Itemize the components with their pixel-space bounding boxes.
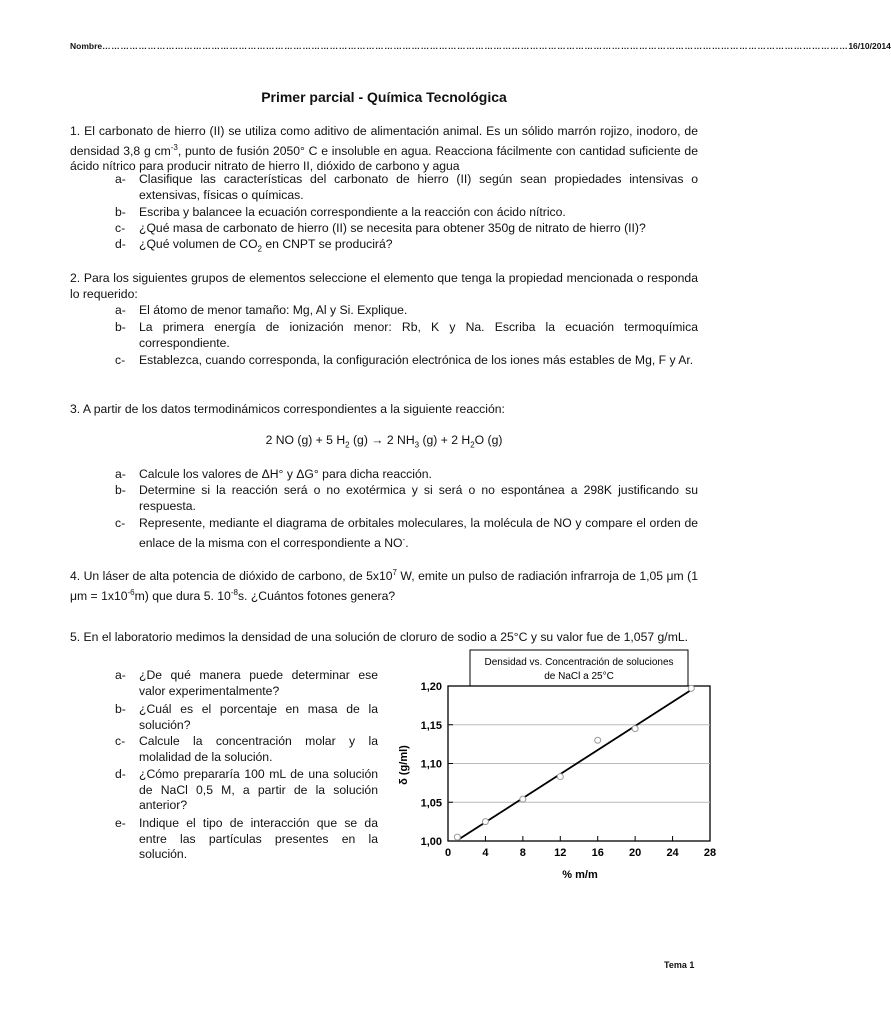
q2-item-b: b- La primera energía de ionización menor: Rb, K y Na. Escriba la ecuación termoquímica correspondiente. (115, 320, 698, 350)
q2-item-a: a- El átomo de menor tamaño: Mg, Al y Si. Explique. (115, 303, 408, 317)
x-tick-label: 8 (519, 847, 526, 859)
y-tick-label: 1,05 (420, 797, 442, 810)
reaction-equation: 2 NO (g) + 5 $H_2$ (g) → 2 $NH_3$ (g) + 2 $H_2O$ (g) (265, 433, 503, 450)
data-point (557, 774, 563, 780)
data-point (454, 834, 460, 840)
q1-item-a: a- Clasifique las características del carbonato de hierro (II) según sean propiedades intensivas o extensivas, físicas o químicas. (115, 172, 698, 202)
q3-intro: 3. A partir de los datos termodinámicos correspondientes a la siguiente reacción: (70, 402, 505, 416)
x-tick-label: 0 (444, 847, 452, 859)
y-axis-label: δ (g/ml) (398, 745, 410, 785)
q2-intro: 2. Para los siguientes grupos de elementos seleccione el elemento que tenga la propiedad mencionada o responda lo requerido: (70, 271, 698, 301)
q5-item-a: a- ¿De qué manera puede determinar ese valor experimentalmente? (115, 668, 378, 698)
q3-item-c: c- Represente, mediante el diagrama de orbitales moleculares, la molécula de NO y compare el orden de enlace de la misma con el correspondiente a NO-. (115, 516, 698, 550)
name-label: Nombre (70, 41, 103, 51)
data-point (595, 737, 601, 743)
data-point (688, 685, 694, 691)
q5-item-e: e- Indique el tipo de interacción que se da entre las partículas presentes en la solución. (115, 816, 378, 861)
x-tick-label: 16 (591, 847, 604, 859)
y-tick-label: 1,20 (420, 681, 442, 693)
chart-title-line1: Densidad vs. Concentración de soluciones (484, 657, 674, 668)
x-tick-label: 28 (703, 847, 717, 859)
chart-title-line2: de NaCl a 25°C (544, 671, 614, 682)
page-title: Primer parcial - Química Tecnológica (261, 89, 507, 105)
q5-item-b: b- ¿Cuál es el porcentaje en masa de la solución? (115, 702, 378, 732)
q5-item-c: c- Calcule la concentración molar y la molalidad de la solución. (115, 734, 378, 764)
data-point (482, 819, 488, 825)
fit-line (457, 690, 691, 840)
y-tick-label: 1,15 (420, 719, 442, 732)
data-point (520, 796, 526, 802)
x-tick-label: 12 (554, 847, 567, 859)
name-blank: ………………………………………………………………………………………………………………………………………………………………………………………………………………………… (102, 41, 849, 51)
q1-item-c: c- ¿Qué masa de carbonato de hierro (II) se necesita para obtener 350g de nitrato de hierro (II)? (115, 221, 646, 235)
q3-item-a: a- Calcule los valores de ΔH° y ΔG° para dicha reacción. (115, 467, 432, 481)
data-point (632, 726, 638, 732)
x-tick-label: 20 (629, 847, 642, 859)
y-tick-label: 1,00 (420, 836, 442, 848)
q2-item-c: c- Establezca, cuando corresponda, la configuración electrónica de los iones más estables de Mg, F y Ar. (115, 353, 694, 367)
x-tick-label: 4 (482, 847, 489, 859)
y-tick-label: 1,10 (420, 758, 442, 771)
q5-intro: 5. En el laboratorio medimos la densidad de una solución de cloruro de sodio a 25°C y su valor fue de 1,057 g/mL. (70, 630, 689, 644)
exam-version: Tema 1 (664, 960, 695, 970)
exam-date: 16/10/2014 (848, 41, 891, 51)
q5-item-d: d- ¿Cómo prepararía 100 mL de una solución de NaCl 0,5 M, a partir de la solución anterior? (115, 767, 378, 812)
q1-item-d: d- ¿Qué volumen de $CO_2$ en CNPT se producirá? (115, 237, 393, 254)
x-axis-label: % m/m (562, 869, 598, 881)
q3-item-b: b- Determine si la reacción será o no exotérmica y si será o no espontánea a 298K justificando su respuesta. (115, 483, 698, 513)
x-tick-label: 24 (666, 847, 679, 859)
q1-intro: 1. El carbonato de hierro (II) se utiliza como aditivo de alimentación animal. Es un sólido marrón rojizo, inodoro, de densidad 3,8 g $cm^{-3}$, punto de fusión 2050° C e insoluble en agua. Reacciona fácilmente con cantidad suficiente de ácido nítrico para producir nitrato de hierro II, dióxido de carbono y agua (70, 124, 698, 174)
q4-text: 4. Un láser de alta potencia de dióxido de carbono, de $5x10^7$ W, emite un pulso de radiación infrarroja de 1,05 μm (1 $\mu m = 1x10^{-6}m$) que dura 5. $10^{-8}s$. ¿Cuántos fotones genera? (70, 568, 698, 603)
q1-item-b: b- Escriba y balancee la ecuación correspondiente a la reacción con ácido nítrico. (115, 205, 566, 219)
